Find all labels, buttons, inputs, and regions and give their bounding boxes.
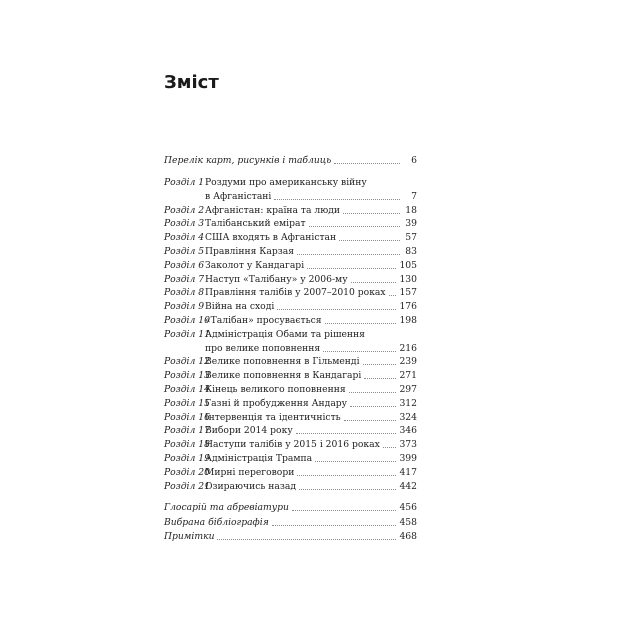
toc-entry-front: [164, 153, 417, 167]
dot-leader: [315, 461, 396, 462]
entry-title: Наступи талібів у 2015 і 2016 роках: [205, 439, 380, 451]
dot-leader: [349, 392, 397, 393]
toc-entry-chapter: [164, 410, 417, 424]
entry-label: Розділ 4: [164, 232, 205, 244]
entry-title: Війна на сході: [205, 301, 275, 313]
toc-entry-chapter-continued: [164, 341, 417, 355]
page-number: 198: [399, 315, 417, 326]
page-number: 7: [411, 190, 417, 202]
page-number: 399: [399, 453, 417, 464]
toc-entry-back: [164, 500, 417, 514]
dot-leader: [325, 323, 397, 324]
entry-title: Адміністрація Трампа: [205, 453, 313, 464]
dot-leader: [299, 489, 396, 490]
toc-entry-chapter: [164, 423, 417, 437]
page-number: 417: [399, 466, 417, 478]
entry-title: Велике поповнення в Гільменді: [205, 356, 360, 368]
page-number: 468: [399, 531, 417, 543]
toc-entry-chapter: [164, 479, 417, 493]
dot-leader: [297, 475, 396, 476]
page-number: 105: [399, 259, 417, 271]
entry-label: Примітки: [164, 531, 215, 543]
page-number: 324: [399, 411, 417, 423]
dot-leader: [274, 199, 400, 200]
dot-leader: [363, 364, 397, 365]
toc-entry-chapter: [164, 382, 417, 396]
entry-label: Розділ 12: [164, 356, 210, 368]
toc-entry-back: [164, 529, 417, 543]
entry-label: Перелік карт, рисунків і таблиць: [164, 155, 332, 166]
entry-title: Озираючись назад: [205, 480, 297, 492]
page-number: 18: [405, 204, 417, 216]
page-number: 39: [405, 218, 417, 230]
dot-leader: [364, 378, 396, 379]
toc-entry-chapter: [164, 451, 417, 465]
toc-entry-chapter: [164, 244, 417, 258]
dot-leader: [272, 525, 397, 526]
toc-entry-chapter: [164, 354, 417, 368]
entry-label: Розділ 16: [164, 411, 210, 423]
entry-label: Розділ 3: [164, 218, 205, 230]
entry-title: Мирні переговори: [205, 466, 295, 478]
toc-entry-chapter: [164, 299, 417, 313]
page-number: 6: [411, 155, 417, 166]
page-number: 297: [399, 384, 417, 395]
toc-entry-chapter: [164, 437, 417, 451]
entry-title: Інтервенція та ідентичність: [205, 411, 341, 423]
toc-entry-chapter: [164, 175, 417, 189]
entry-title: Заколот у Кандагарі: [205, 259, 305, 271]
dot-leader: [307, 268, 396, 269]
entry-title: Вибори 2014 року: [205, 425, 293, 437]
entry-title: Афганістан: країна та люди: [205, 204, 341, 216]
entry-title: «Талібан» просувається: [205, 315, 322, 326]
page-number: 271: [399, 370, 417, 382]
entry-title: Роздуми про американську війну: [205, 177, 367, 188]
entry-label: Розділ 8: [164, 287, 205, 299]
entry-label: Розділ 7: [164, 273, 205, 285]
entry-label: Розділ 19: [164, 453, 210, 464]
entry-title: Талібанський емірат: [205, 218, 306, 230]
page-number: 312: [399, 397, 417, 409]
toc-entry-chapter: [164, 368, 417, 382]
entry-title-continued: в Афганістані: [205, 190, 272, 202]
entry-label: Розділ 17: [164, 425, 210, 437]
dot-leader: [343, 213, 400, 214]
page-title: Зміст: [164, 72, 219, 93]
dot-leader: [344, 420, 397, 421]
toc-entry-chapter: [164, 258, 417, 272]
toc-entry-chapter: [164, 203, 417, 217]
page-number: 239: [399, 356, 417, 368]
dot-leader: [277, 309, 396, 310]
page-number: 458: [399, 516, 417, 528]
toc-entry-chapter: [164, 272, 417, 286]
entry-label: Розділ 21: [164, 480, 210, 492]
entry-label: Розділ 18: [164, 439, 210, 451]
entry-label: Вибрана бібліографія: [164, 516, 269, 528]
toc-entry-chapter: [164, 216, 417, 230]
toc-entry-chapter: [164, 465, 417, 479]
dot-leader: [334, 163, 400, 164]
entry-title: Газні й пробудження Андару: [205, 397, 348, 409]
dot-leader: [351, 282, 397, 283]
entry-label: Розділ 2: [164, 204, 205, 216]
entry-title: Кінець великого поповнення: [205, 384, 346, 395]
dot-leader: [309, 226, 400, 227]
entry-title: Правління Карзая: [205, 246, 295, 257]
toc-entry-chapter: [164, 230, 417, 244]
entry-label: Розділ 9: [164, 301, 205, 313]
entry-title: Велике поповнення в Кандагарі: [205, 370, 362, 382]
toc-entry-chapter: [164, 285, 417, 299]
entry-title: США входять в Афганістан: [205, 232, 337, 244]
toc-entry-chapter: [164, 327, 417, 341]
page-number: 83: [405, 246, 417, 257]
dot-leader: [383, 447, 397, 448]
page-number: 216: [399, 342, 417, 354]
entry-title-continued: про велике поповнення: [205, 342, 321, 354]
page-number: 130: [399, 273, 417, 285]
entry-label: Розділ 1: [164, 177, 205, 188]
dot-leader: [339, 240, 400, 241]
entry-label: Розділ 6: [164, 259, 205, 271]
entry-label: Розділ 5: [164, 246, 205, 257]
entry-label: Розділ 11: [164, 328, 210, 340]
dot-leader: [297, 254, 400, 255]
toc-entry-chapter: [164, 396, 417, 410]
page-number: 176: [399, 301, 417, 313]
page-number: 373: [399, 439, 417, 451]
dot-leader: [292, 510, 397, 511]
dot-leader: [296, 433, 397, 434]
entry-label: Розділ 10: [164, 315, 210, 326]
entry-title: Правління талібів у 2007–2010 роках: [205, 287, 386, 299]
dot-leader: [217, 539, 396, 540]
page-number: 57: [405, 232, 417, 244]
entry-title: Наступ «Талібану» у 2006-му: [205, 273, 348, 285]
dot-leader: [350, 406, 396, 407]
toc-entry-back: [164, 515, 417, 529]
page-number: 456: [399, 502, 417, 513]
entry-label: Розділ 15: [164, 397, 210, 409]
toc-entry-chapter-continued: [164, 189, 417, 203]
page-number: 346: [399, 425, 417, 437]
dot-leader: [323, 351, 396, 352]
entry-label: Розділ 13: [164, 370, 210, 382]
entry-title: Адміністрація Обами та рішення: [205, 328, 365, 340]
entry-label: Розділ 20: [164, 466, 210, 478]
toc-entry-chapter: [164, 313, 417, 327]
entry-label: Розділ 14: [164, 384, 210, 395]
page-number: 157: [399, 287, 417, 299]
dot-leader: [389, 295, 397, 296]
entry-label: Глосарій та абревіатури: [164, 502, 289, 513]
page-number: 442: [399, 480, 417, 492]
